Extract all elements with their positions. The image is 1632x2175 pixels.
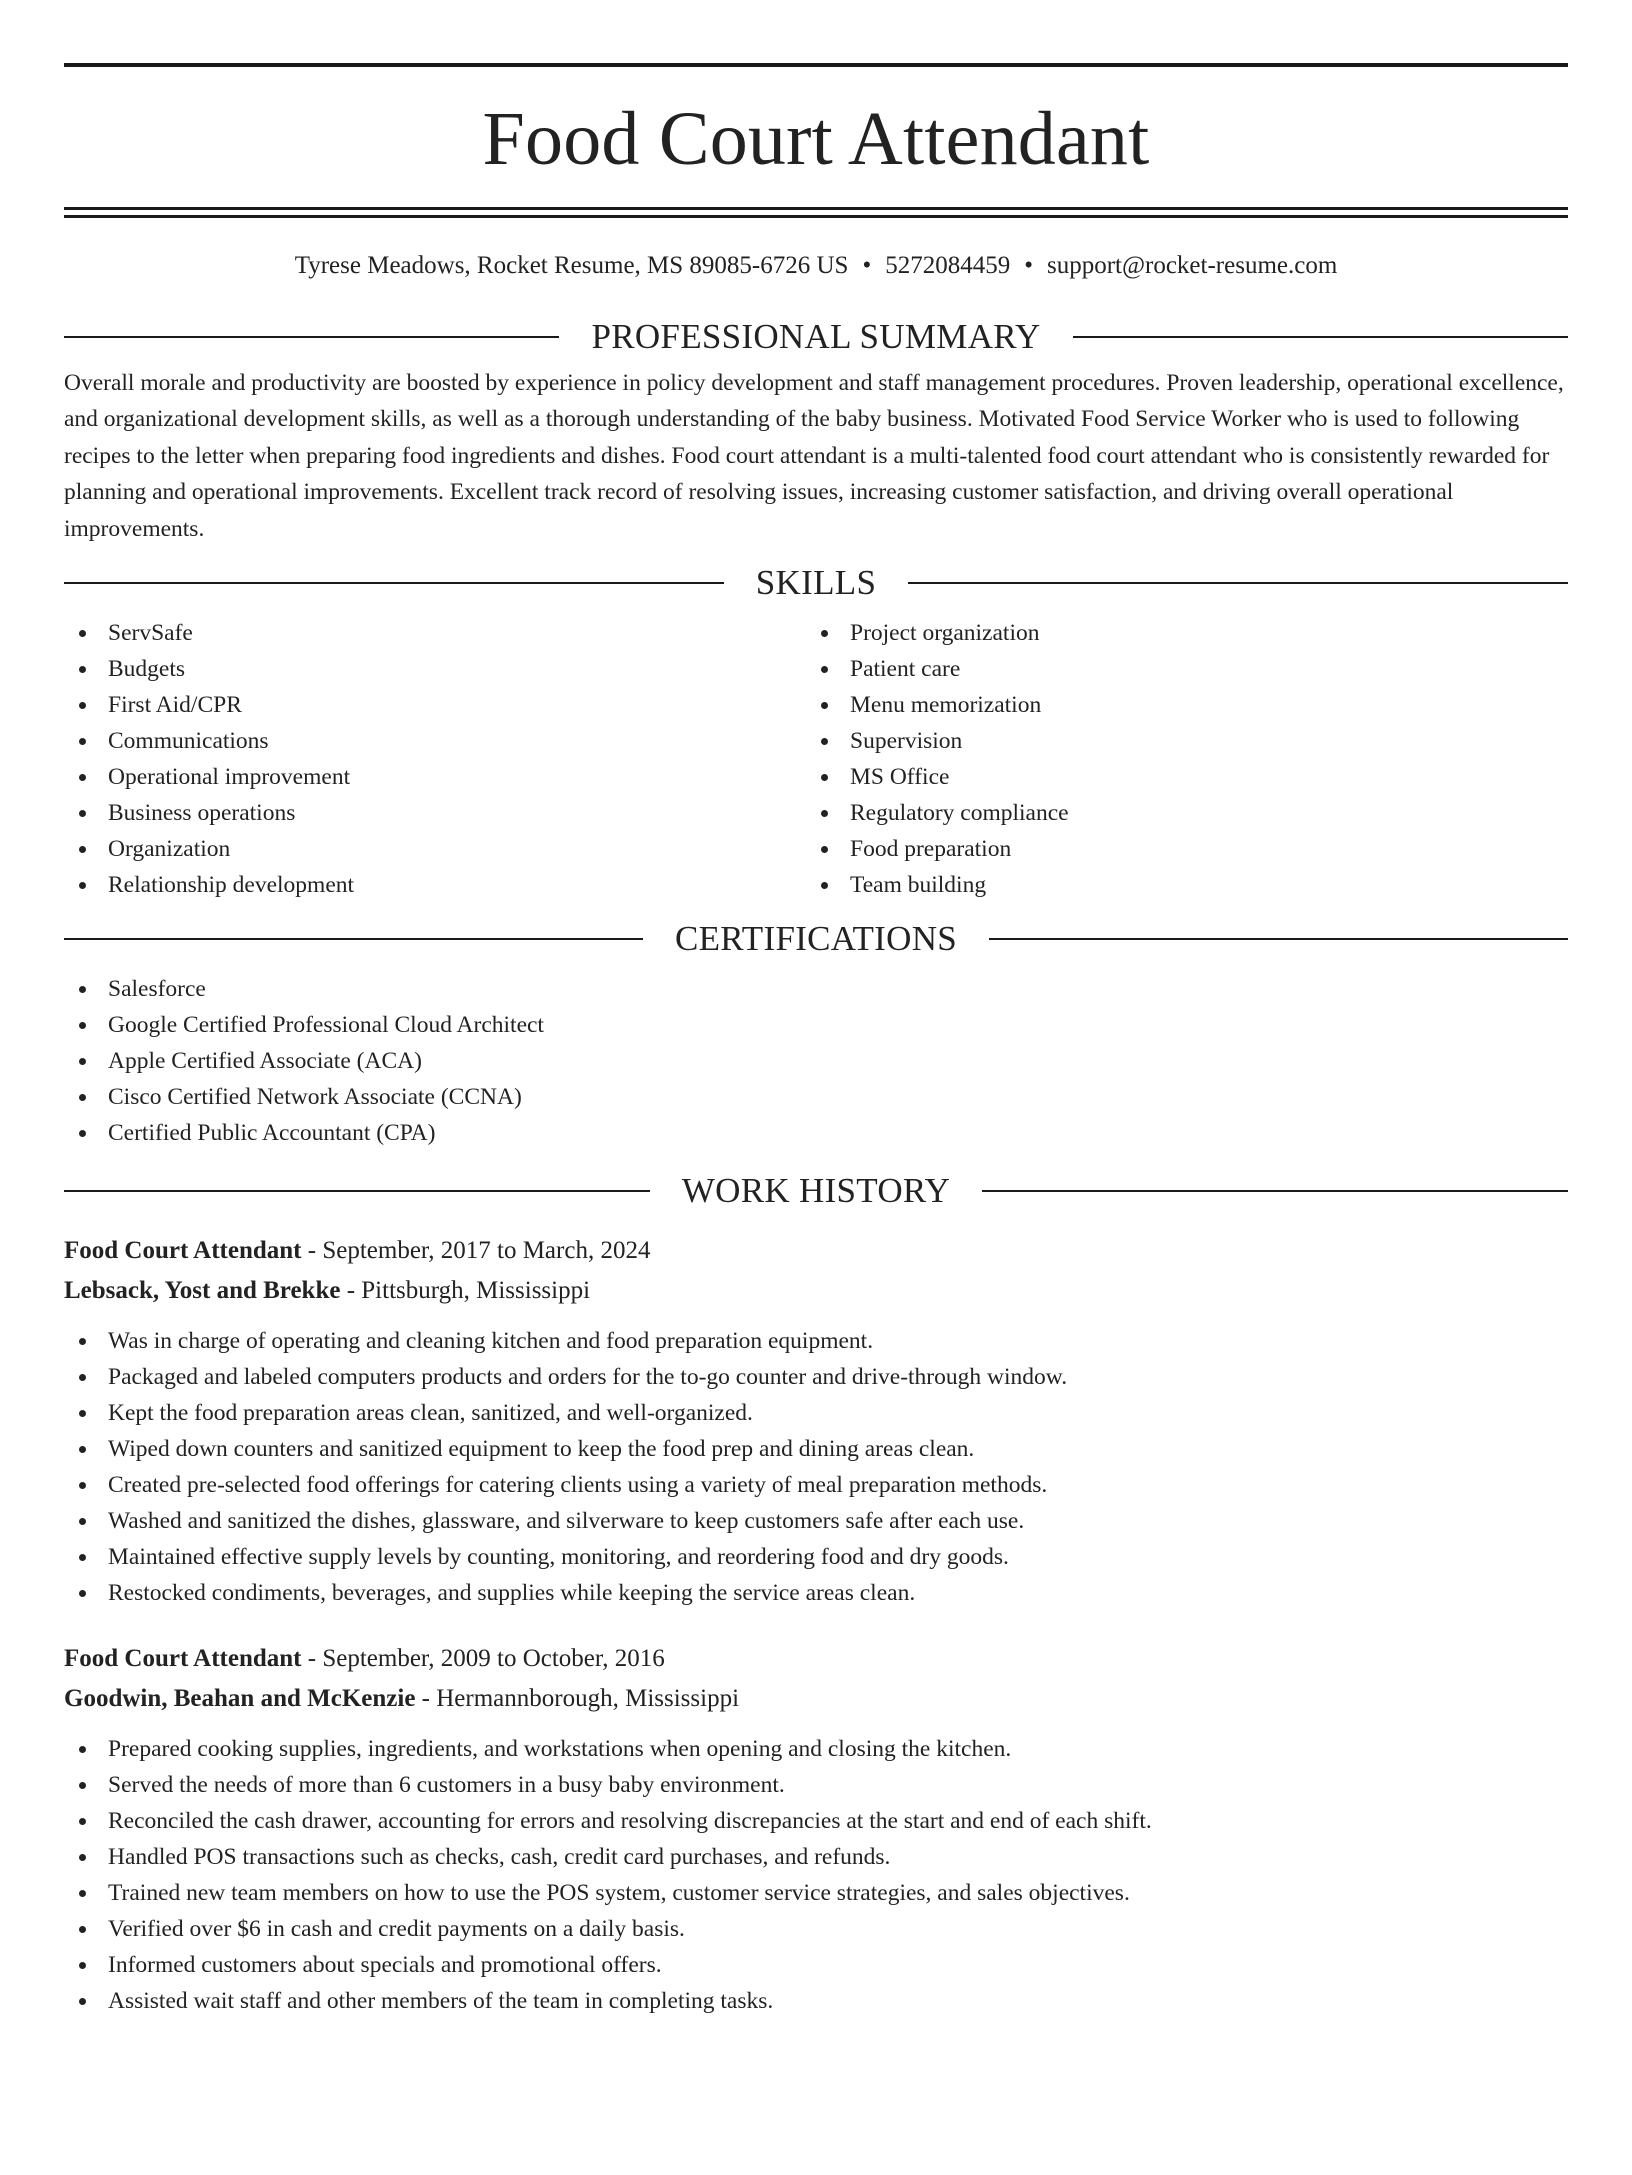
heading-rule — [989, 938, 1568, 940]
certification-item: Apple Certified Associate (ACA) — [64, 1043, 1568, 1079]
job-dates: - September, 2009 to October, 2016 — [301, 1645, 665, 1673]
certification-item: Salesforce — [64, 971, 1568, 1007]
skill-item: Team building — [806, 867, 1548, 903]
section-title: PROFESSIONAL SUMMARY — [591, 317, 1041, 356]
resume-page — [0, 63, 1632, 2175]
job-duty-item: Packaged and labeled computers products and orders for the to-go counter and drive-through window. — [64, 1359, 1568, 1395]
job-duty-item: Prepared cooking supplies, ingredients, and workstations when opening and closing the kitchen. — [64, 1731, 1568, 1767]
job-duty-item: Verified over $6 in cash and credit payments on a daily basis. — [64, 1911, 1568, 1947]
job-title-line — [64, 1639, 1568, 1679]
job-duty-item: Informed customers about specials and promotional offers. — [64, 1947, 1568, 1983]
skill-item: Regulatory compliance — [806, 795, 1548, 831]
contact-separator: • — [862, 252, 872, 279]
skill-item: Communications — [64, 723, 806, 759]
job-duties-list — [64, 1731, 1568, 2019]
contact-phone: 5272084459 — [885, 252, 1011, 279]
skill-item: Project organization — [806, 615, 1548, 651]
job-company: Goodwin, Beahan and McKenzie — [64, 1685, 416, 1713]
job-duty-item: Created pre-selected food offerings for catering clients using a variety of meal preparation methods. — [64, 1467, 1568, 1503]
job-duty-item: Was in charge of operating and cleaning kitchen and food preparation equipment. — [64, 1323, 1568, 1359]
contact-separator: • — [1024, 252, 1033, 279]
job-duty-item: Served the needs of more than 6 customers in a busy baby environment. — [64, 1767, 1568, 1803]
section-title: WORK HISTORY — [681, 1171, 951, 1211]
skills-grid — [64, 615, 1568, 903]
job-duty-item: Wiped down counters and sanitized equipment to keep the food prep and dining areas clean. — [64, 1431, 1568, 1467]
job-dates: - September, 2017 to March, 2024 — [301, 1237, 651, 1265]
job-duties-list — [64, 1323, 1568, 1611]
skill-item: Menu memorization — [806, 687, 1548, 723]
section-heading-summary — [64, 315, 1568, 359]
job-duty-item: Washed and sanitized the dishes, glassware, and silverware to keep customers safe after each use. — [64, 1503, 1568, 1539]
skill-item: Relationship development — [64, 867, 806, 903]
skill-item: First Aid/CPR — [64, 687, 806, 723]
job-title: Food Court Attendant — [64, 1645, 302, 1673]
job-duty-item: Kept the food preparation areas clean, sanitized, and well-organized. — [64, 1395, 1568, 1431]
skill-item: Food preparation — [806, 831, 1548, 867]
skills-list-right — [806, 615, 1548, 903]
heading-rule — [64, 938, 643, 940]
job-duty-item: Trained new team members on how to use the POS system, customer service strategies, and sales objectives. — [64, 1875, 1568, 1911]
heading-rule — [64, 1190, 650, 1192]
certification-item: Cisco Certified Network Associate (CCNA) — [64, 1079, 1568, 1115]
section-title: SKILLS — [755, 563, 877, 603]
job-title: Food Court Attendant — [64, 1237, 302, 1265]
section-heading-certifications — [64, 917, 1568, 961]
skill-item: MS Office — [806, 759, 1548, 795]
summary-text: Overall morale and productivity are boosted by experience in policy development and staff management procedures. Proven leadership, operational excellence, and organizational development skills, as well as a thorough understanding of the baby business. Motivated Food Service Worker who is used to following recipes to the letter when preparing food ingredients and dishes. Food court attendant is a multi-talented food court attendant who is consistently rewarded for planning and operational improvements. Excellent track record of resolving issues, increasing customer satisfaction, and driving overall operational improvements. — [64, 370, 1564, 542]
heading-rule — [982, 1190, 1568, 1192]
job-duty-item: Reconciled the cash drawer, accounting for errors and resolving discrepancies at the start and end of each shift. — [64, 1803, 1568, 1839]
job-location: - Pittsburgh, Mississippi — [340, 1277, 591, 1305]
certification-item: Google Certified Professional Cloud Architect — [64, 1007, 1568, 1043]
contact-address: Tyrese Meadows, Rocket Resume, MS 89085-6726 US — [294, 252, 849, 279]
job-duty-item: Handled POS transactions such as checks, cash, credit card purchases, and refunds. — [64, 1839, 1568, 1875]
section-heading-skills — [64, 561, 1568, 605]
job-company-line — [64, 1271, 1568, 1311]
job-duty-item: Restocked condiments, beverages, and supplies while keeping the service areas clean. — [64, 1575, 1568, 1611]
heading-rule — [1073, 336, 1568, 338]
heading-rule — [908, 582, 1568, 584]
job-duty-item: Assisted wait staff and other members of the team in completing tasks. — [64, 1983, 1568, 2019]
job-company-line — [64, 1679, 1568, 1719]
title-double-rule — [64, 207, 1568, 218]
skill-item: Business operations — [64, 795, 806, 831]
candidate-title: Food Court Attendant — [482, 97, 1150, 181]
job-company: Lebsack, Yost and Brekke — [64, 1277, 341, 1305]
heading-rule — [64, 336, 559, 338]
skill-item: Operational improvement — [64, 759, 806, 795]
heading-rule — [64, 582, 724, 584]
section-title: CERTIFICATIONS — [674, 919, 958, 959]
skill-item: Organization — [64, 831, 806, 867]
contact-line — [64, 251, 1568, 281]
skill-item: Patient care — [806, 651, 1548, 687]
section-heading-work-history — [64, 1169, 1568, 1213]
job-title-line — [64, 1231, 1568, 1271]
skill-item: ServSafe — [64, 615, 806, 651]
job-entry — [64, 1231, 1568, 1611]
skills-list-left — [64, 615, 806, 903]
skill-item: Supervision — [806, 723, 1548, 759]
skill-item: Budgets — [64, 651, 806, 687]
contact-email: support@rocket-resume.com — [1046, 252, 1338, 279]
certifications-list — [64, 971, 1568, 1151]
job-duty-item: Maintained effective supply levels by counting, monitoring, and reordering food and dry goods. — [64, 1539, 1568, 1575]
certification-item: Certified Public Accountant (CPA) — [64, 1115, 1568, 1151]
top-rule — [64, 63, 1568, 67]
job-entry — [64, 1639, 1568, 2019]
job-location: - Hermannborough, Mississippi — [415, 1685, 740, 1713]
